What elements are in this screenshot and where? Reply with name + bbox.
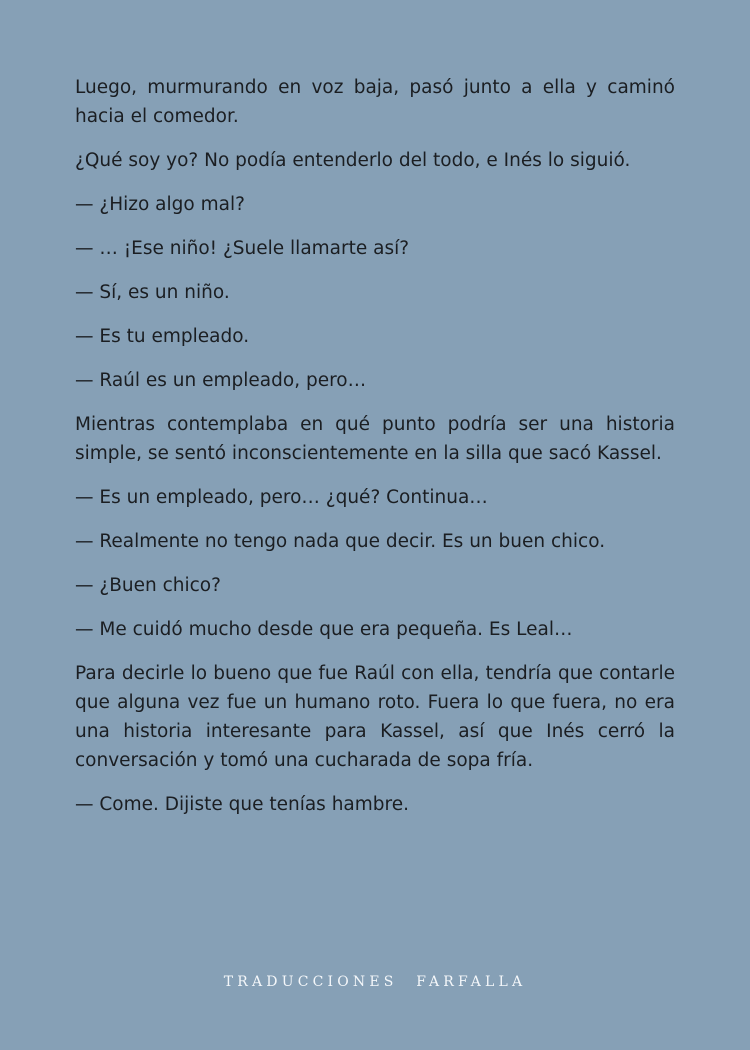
paragraph: Luego, murmurando en voz baja, pasó junto a ella y caminó hacia el comedor.: [75, 77, 675, 127]
page-body: [75, 73, 675, 834]
paragraph: ¿Qué soy yo? No podía entenderlo del todo, e Inés lo siguió.: [75, 150, 631, 171]
dialogue-line: — Raúl es un empleado, pero…: [75, 370, 367, 391]
dialogue-line: — Es tu empleado.: [75, 326, 250, 347]
dialogue-line: — Realmente no tengo nada que decir. Es un buen chico.: [75, 531, 606, 552]
dialogue-line: — Me cuidó mucho desde que era pequeña. Es Leal…: [75, 619, 573, 640]
dialogue-line: — ¿Hizo algo mal?: [75, 194, 245, 215]
paragraph: Mientras contemplaba en qué punto podría ser una historia simple, se sentó inconscientemente en la silla que sacó Kassel.: [75, 414, 675, 464]
dialogue-line: — … ¡Ese niño! ¿Suele llamarte así?: [75, 238, 410, 259]
dialogue-line: — ¿Buen chico?: [75, 575, 221, 596]
dialogue-line: — Come. Dijiste que tenías hambre.: [75, 794, 409, 815]
dialogue-line: — Es un empleado, pero… ¿qué? Continua…: [75, 487, 488, 508]
paragraph: Para decirle lo bueno que fue Raúl con ella, tendría que contarle que alguna vez fue un humano roto. Fuera lo que fuera, no era una historia interesante para Kassel, así que Inés cerró la conversación y tomó una cucharada de sopa fría.: [75, 663, 675, 771]
dialogue-line: — Sí, es un niño.: [75, 282, 230, 303]
footer-credit: TRADUCCIONES FARFALLA: [223, 974, 527, 990]
